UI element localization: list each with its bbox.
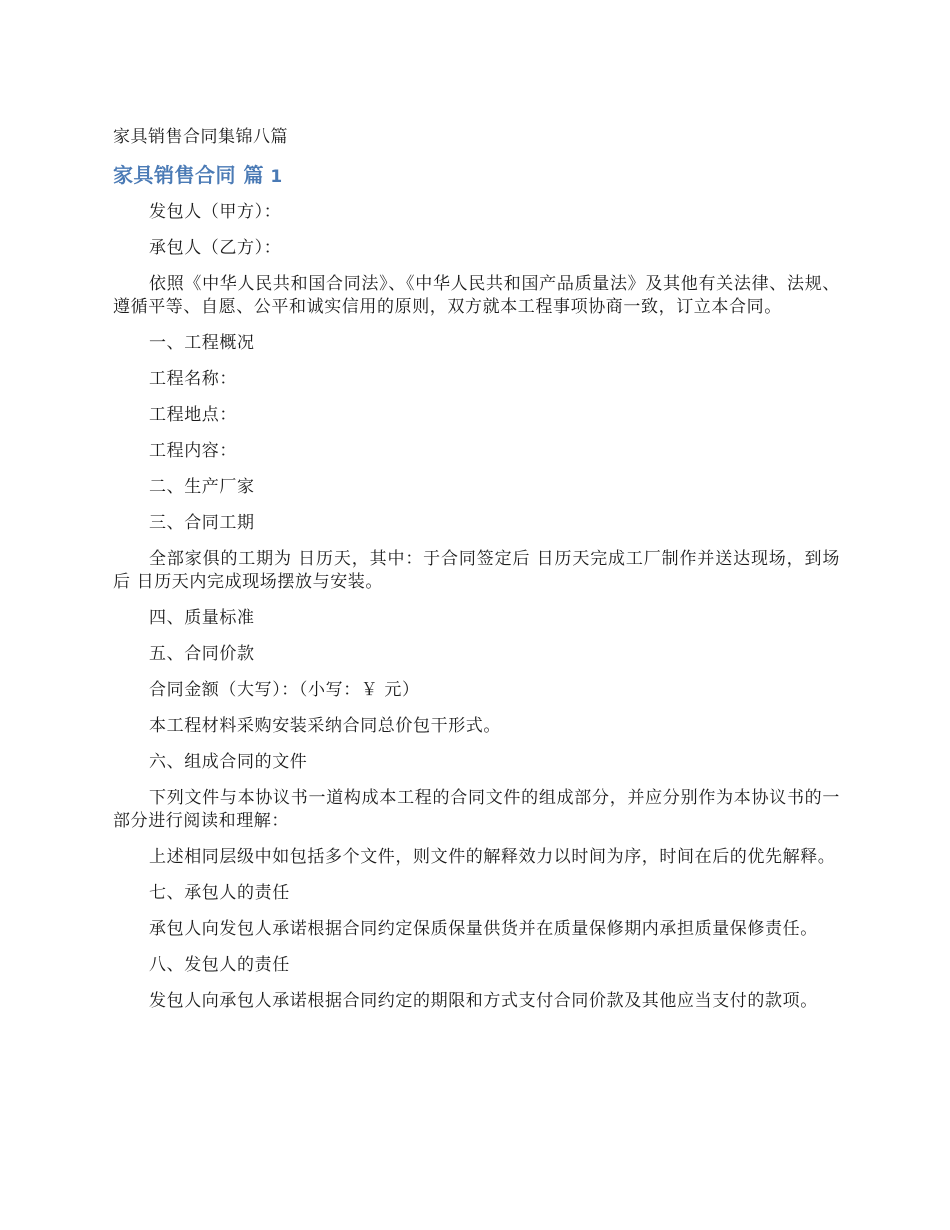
document-title: 家具销售合同集锦八篇 — [113, 127, 288, 147]
paragraph-heading-contract-period: 三、合同工期 — [149, 513, 255, 533]
paragraph-employer-duty: 发包人向承包人承诺根据合同约定的期限和方式支付合同价款及其他应当支付的款项。 — [149, 991, 818, 1011]
document-page — [113, 124, 840, 1026]
section-heading — [113, 161, 840, 191]
section-heading-text: 家具销售合同 篇 — [113, 163, 264, 187]
paragraph-contractor-duty: 承包人向发包人承诺根据合同约定保质保量供货并在质量保修期内承担质量保修责任。 — [149, 919, 818, 939]
paragraph-heading-quality-standard: 四、质量标准 — [149, 608, 255, 628]
paragraph-heading-manufacturer: 二、生产厂家 — [149, 477, 255, 497]
paragraph-heading-project-overview: 一、工程概况 — [149, 333, 255, 353]
paragraph-document-priority: 上述相同层级中如包括多个文件，则文件的解释效力以时间为序，时间在后的优先解释。 — [149, 847, 836, 867]
paragraph-heading-contract-price: 五、合同价款 — [149, 644, 255, 664]
paragraph-heading-contractor-duty: 七、承包人的责任 — [149, 883, 290, 903]
paragraph-heading-employer-duty: 八、发包人的责任 — [149, 955, 290, 975]
section-number-value: 1 — [270, 167, 283, 187]
paragraph-lump-sum: 本工程材料采购安装采纳合同总价包干形式。 — [149, 716, 501, 736]
paragraph-party-a: 发包人（甲方）： — [149, 202, 282, 222]
paragraph-project-name: 工程名称： — [149, 369, 237, 389]
paragraph-preamble: 依照《中华人民共和国合同法》、《中华人民共和国产品质量法》及其他有关法律、法规、遵循平等、自愿、公平和诚实信用的原则，双方就本工程事项协商一致，订立本合同。 — [113, 274, 840, 317]
paragraph-project-location: 工程地点： — [149, 405, 237, 425]
paragraph-contract-documents: 下列文件与本协议书一道构成本工程的合同文件的组成部分，并应分别作为本协议书的一部分进行阅读和理解： — [113, 788, 840, 831]
paragraph-party-b: 承包人（乙方）： — [149, 238, 282, 258]
paragraph-heading-contract-documents: 六、组成合同的文件 — [149, 752, 308, 772]
paragraph-contract-period: 全部家俱的工期为 日历天，其中：于合同签定后 日历天完成工厂制作并送达现场，到场后 日历天内完成现场摆放与安装。 — [113, 549, 840, 592]
paragraph-project-content: 工程内容： — [149, 441, 237, 461]
paragraph-contract-amount: 合同金额（大写）：（小写：￥ 元） — [149, 680, 420, 700]
